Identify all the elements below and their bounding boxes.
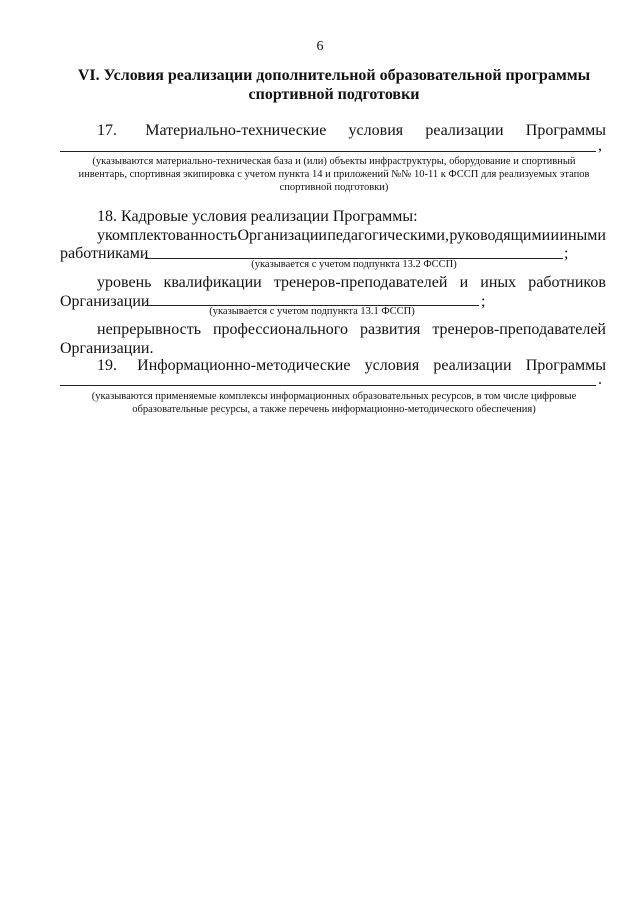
- development-word: тренеров-преподавателей: [432, 321, 606, 338]
- section-title-line2: спортивной подготовки: [248, 86, 420, 103]
- staffing-end-mark: ;: [564, 245, 569, 262]
- item19-note-line1: (указываются применяемые комплексы информационных образовательных ресурсов, в том числе цифровые: [91, 391, 577, 402]
- development-word: профессионального: [212, 321, 348, 338]
- qualification-word: тренеров-преподавателей: [273, 274, 448, 291]
- item19-word: условия: [364, 357, 420, 374]
- staffing-word: руководящими: [449, 227, 551, 244]
- item19-number: 19.: [97, 357, 117, 374]
- item17-note-line2: инвентарь, спортивная экипировка с учетом пункта 14 и приложений №№ 10-11 к ФССП для реализуемых этапов: [78, 169, 590, 180]
- development-word: развития: [359, 321, 421, 338]
- qualification-word: и: [459, 274, 469, 291]
- item17-word: реализации: [425, 122, 504, 139]
- item17-line: [97, 121, 606, 140]
- item17-word: условия: [348, 122, 404, 139]
- staffing-word: укомплектованность: [97, 227, 238, 244]
- item19-word: реализации: [433, 357, 512, 374]
- item19-end-mark: .: [598, 371, 602, 388]
- item17-note-line3: спортивной подготовки): [279, 182, 389, 193]
- section-title-line1: VI. Условия реализации дополнительной образовательной программы: [77, 67, 591, 84]
- item17-word: Программы: [525, 122, 606, 139]
- fill-in-line: [60, 151, 596, 152]
- page-number: 6: [316, 39, 324, 54]
- qualification-word: работников: [528, 274, 606, 291]
- item18-staffing-line: [97, 226, 606, 245]
- development-continuation: Организации.: [60, 340, 154, 357]
- qualification-note: (указывается с учетом подпункта 13.1 ФССП): [209, 306, 415, 317]
- item19-note-line2: образовательные ресурсы, а также перечень информационно-методического обеспечения): [132, 404, 536, 415]
- item19-word: Программы: [525, 357, 606, 374]
- item19-word: Информационно-методические: [137, 357, 351, 374]
- staffing-word: иными: [559, 227, 606, 244]
- qualification-end-mark: ;: [481, 293, 486, 310]
- qualification-word: иных: [480, 274, 517, 291]
- staffing-word: и: [550, 227, 560, 244]
- development-word: непрерывность: [97, 321, 201, 338]
- item19-line: [97, 356, 606, 375]
- qualification-word: уровень: [97, 274, 152, 291]
- staffing-word: педагогическими,: [327, 227, 449, 244]
- qualification-continuation: Организации: [60, 293, 150, 310]
- staffing-word: Организации: [237, 227, 327, 244]
- item17-number: 17.: [97, 122, 117, 139]
- item17-word: Материально-технические: [145, 122, 327, 139]
- item18-heading: 18. Кадровые условия реализации Программы:: [97, 208, 418, 225]
- item18-development-line: [97, 320, 606, 339]
- item18-qualification-line: [97, 273, 606, 292]
- item17-end-mark: ,: [598, 137, 602, 154]
- fill-in-line: [60, 385, 596, 386]
- staffing-note: (указывается с учетом подпункта 13.2 ФССП): [251, 259, 457, 270]
- staffing-continuation: работниками: [60, 245, 149, 262]
- qualification-word: квалификации: [163, 274, 262, 291]
- item17-note-line1: (указываются материально-техническая база и (или) объекты инфраструктуры, оборудование и спортивный: [92, 156, 576, 167]
